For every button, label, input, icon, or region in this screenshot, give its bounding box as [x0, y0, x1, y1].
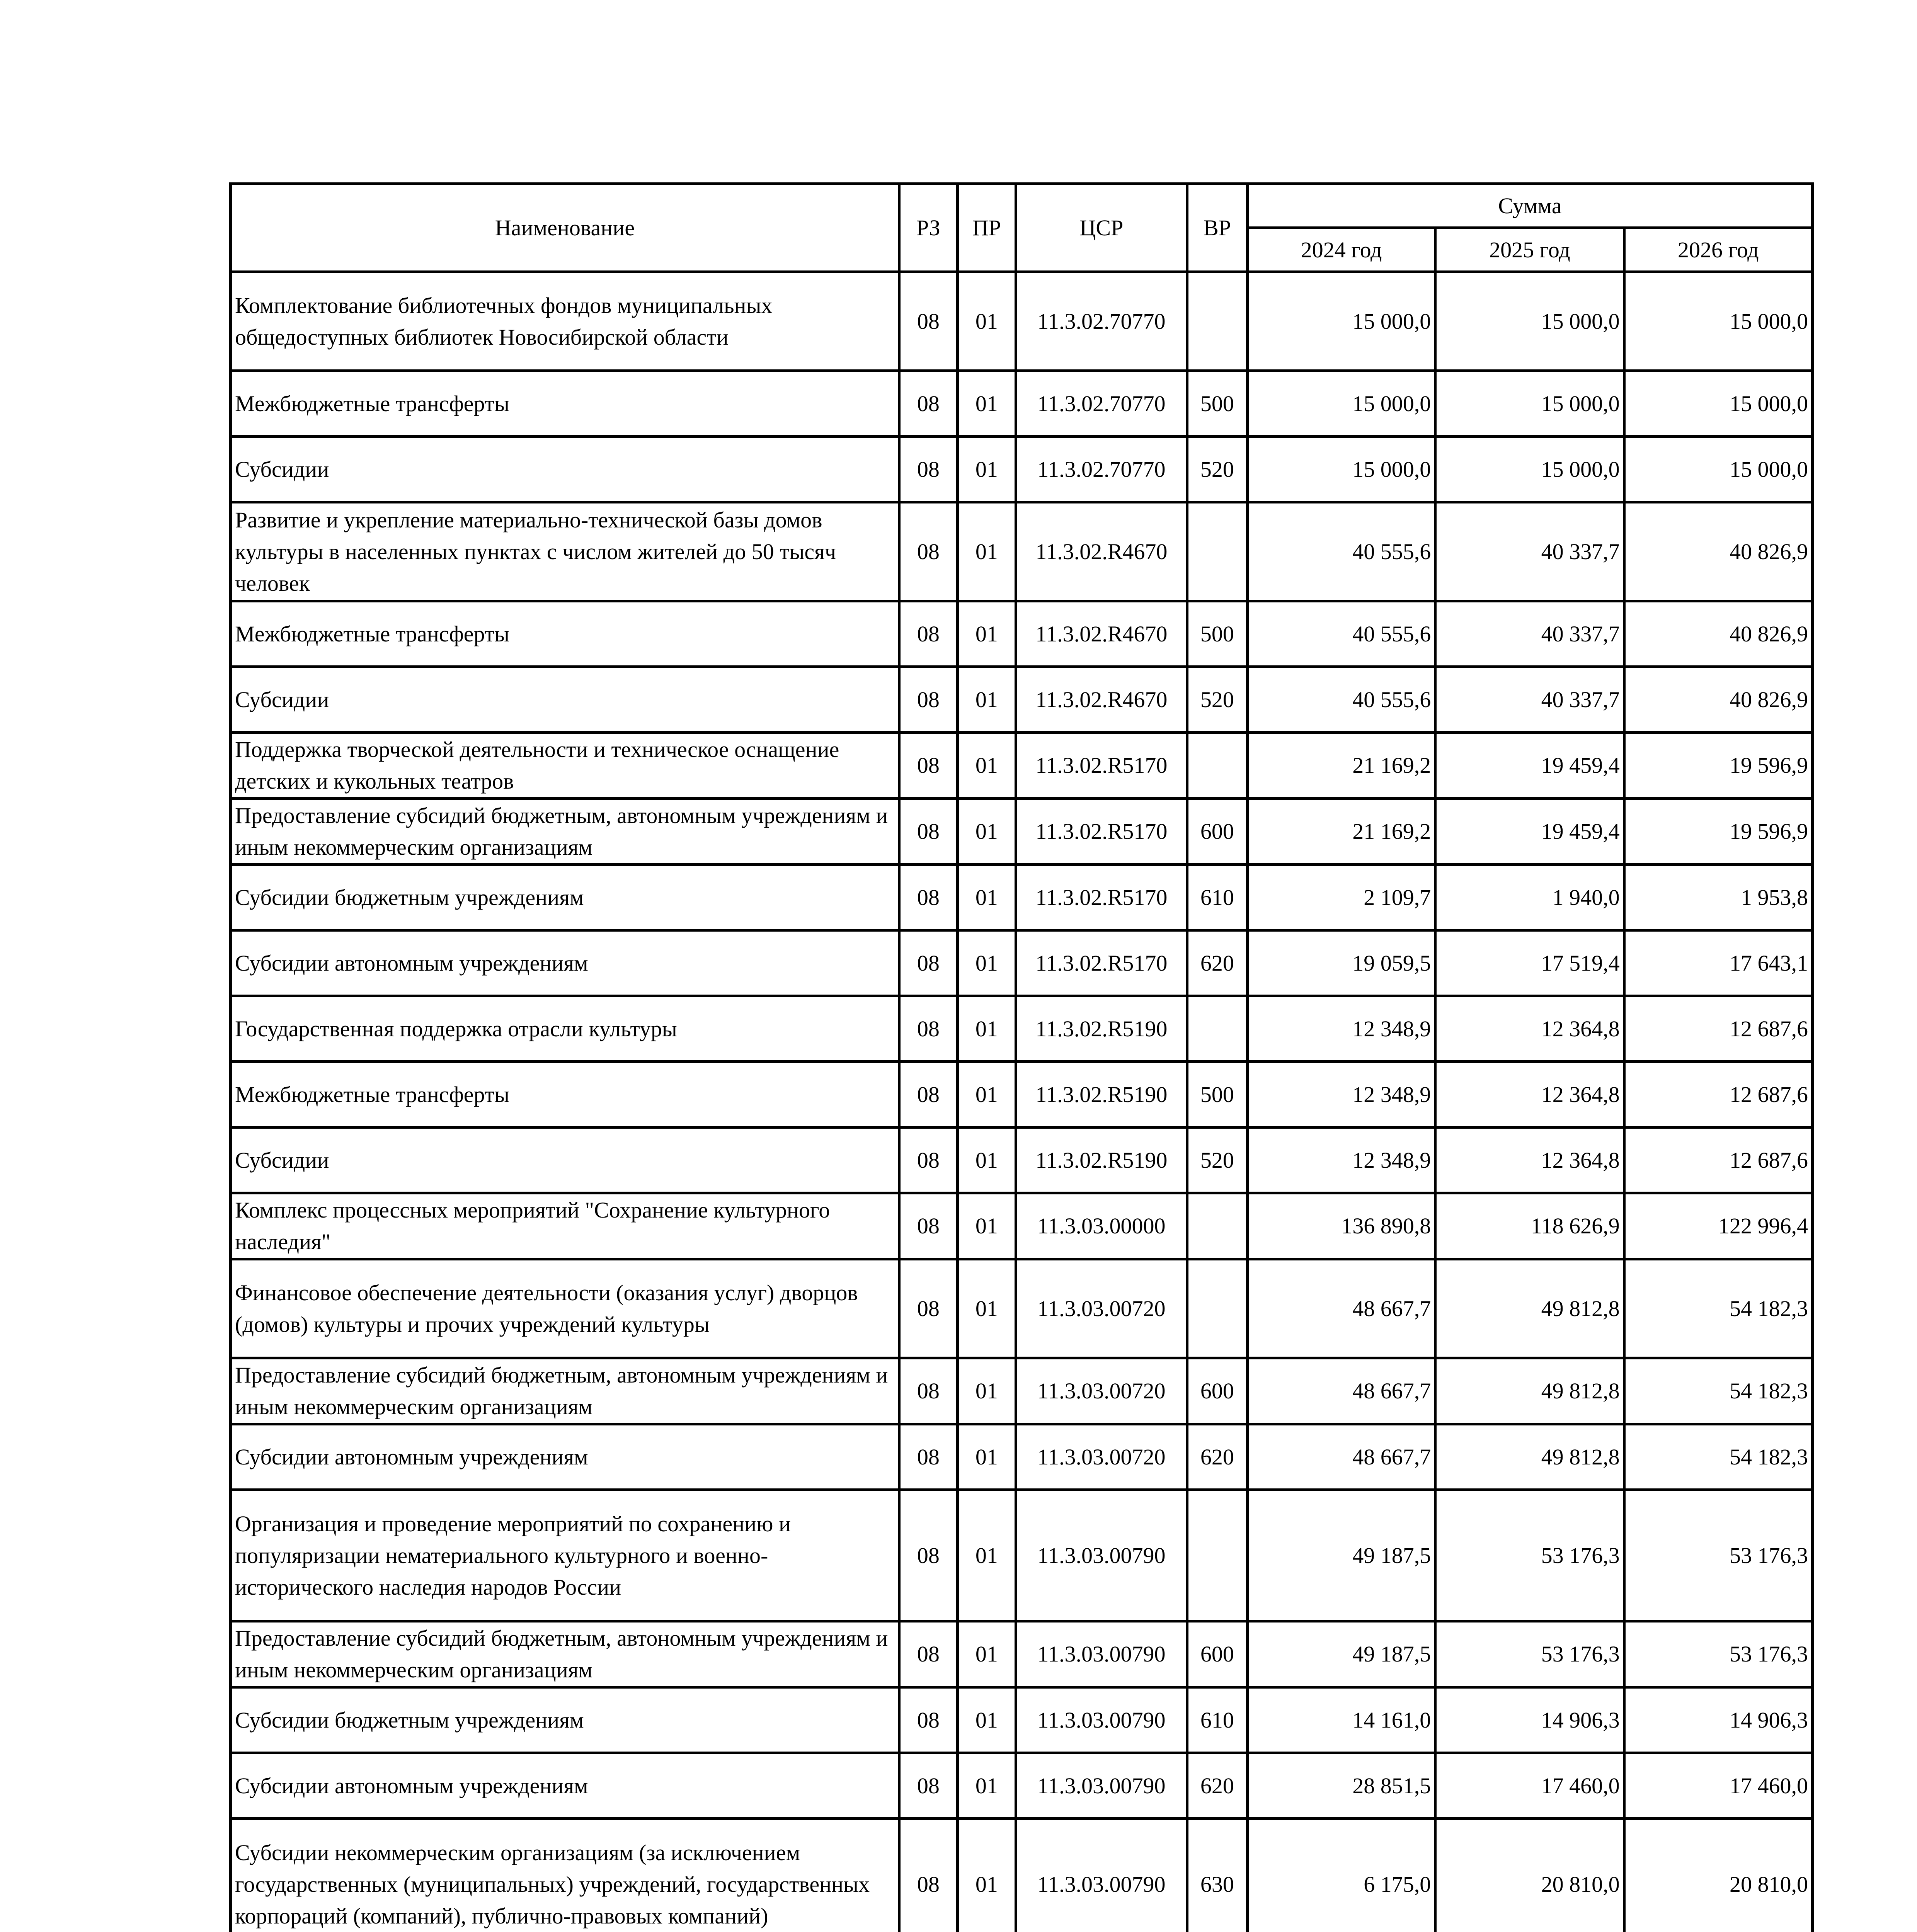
table-cell-pr: 01: [957, 272, 1016, 371]
table-cell-2025: 53 176,3: [1435, 1621, 1624, 1687]
table-row: [231, 601, 1813, 667]
table-cell-2026: 122 996,4: [1624, 1193, 1812, 1259]
table-cell-name: Поддержка творческой деятельности и техническое оснащение детских и кукольных театров: [231, 733, 899, 799]
table-row: [231, 1128, 1813, 1193]
table-cell-2026: 40 826,9: [1624, 667, 1812, 733]
table-cell-vr: 600: [1187, 1358, 1247, 1424]
table-row: [231, 865, 1813, 930]
table-cell-2025: 49 812,8: [1435, 1424, 1624, 1490]
table-cell-rz: 08: [899, 1128, 957, 1193]
table-cell-pr: 01: [957, 601, 1016, 667]
table-cell-2026: 1 953,8: [1624, 865, 1812, 930]
table-cell-pr: 01: [957, 1424, 1016, 1490]
header-rz: РЗ: [899, 184, 957, 272]
header-sum: Сумма: [1247, 184, 1812, 228]
table-cell-2024: 28 851,5: [1247, 1753, 1435, 1819]
table-cell-rz: 08: [899, 1621, 957, 1687]
table-cell-2026: 40 826,9: [1624, 502, 1812, 601]
table-cell-2024: 14 161,0: [1247, 1687, 1435, 1753]
table-cell-csr: 11.3.02.R5170: [1016, 865, 1187, 930]
table-row: [231, 1062, 1813, 1128]
table-cell-pr: 01: [957, 799, 1016, 865]
table-cell-rz: 08: [899, 1490, 957, 1621]
table-cell-pr: 01: [957, 1193, 1016, 1259]
table-cell-rz: 08: [899, 371, 957, 437]
table-cell-csr: 11.3.02.70770: [1016, 272, 1187, 371]
table-cell-rz: 08: [899, 1753, 957, 1819]
table-row: [231, 1753, 1813, 1819]
table-cell-name: Предоставление субсидий бюджетным, автономным учреждениям и иным некоммерческим организациям: [231, 799, 899, 865]
table-cell-pr: 01: [957, 1128, 1016, 1193]
table-cell-vr: 520: [1187, 1128, 1247, 1193]
table-cell-2025: 17 460,0: [1435, 1753, 1624, 1819]
table-cell-2024: 2 109,7: [1247, 865, 1435, 930]
table-row: [231, 1490, 1813, 1621]
table-cell-vr: 610: [1187, 865, 1247, 930]
table-cell-2024: 15 000,0: [1247, 371, 1435, 437]
table-cell-vr: [1187, 272, 1247, 371]
table-cell-2025: 53 176,3: [1435, 1490, 1624, 1621]
table-row: [231, 930, 1813, 996]
table-cell-2024: 12 348,9: [1247, 996, 1435, 1062]
table-cell-2026: 17 460,0: [1624, 1753, 1812, 1819]
table-cell-name: Межбюджетные трансферты: [231, 371, 899, 437]
table-cell-2024: 49 187,5: [1247, 1621, 1435, 1687]
table-cell-rz: 08: [899, 865, 957, 930]
table-cell-csr: 11.3.02.R5170: [1016, 733, 1187, 799]
table-cell-2024: 48 667,7: [1247, 1259, 1435, 1358]
table-cell-2025: 118 626,9: [1435, 1193, 1624, 1259]
header-year-2024: 2024 год: [1247, 228, 1435, 272]
table-cell-rz: 08: [899, 996, 957, 1062]
table-cell-rz: 08: [899, 502, 957, 601]
table-cell-csr: 11.3.03.00720: [1016, 1424, 1187, 1490]
table-cell-pr: 01: [957, 1819, 1016, 1932]
table-cell-pr: 01: [957, 667, 1016, 733]
table-cell-name: Субсидии автономным учреждениям: [231, 1424, 899, 1490]
table-cell-pr: 01: [957, 502, 1016, 601]
table-cell-vr: 520: [1187, 667, 1247, 733]
table-cell-pr: 01: [957, 1259, 1016, 1358]
table-cell-csr: 11.3.03.00720: [1016, 1259, 1187, 1358]
table-cell-pr: 01: [957, 1687, 1016, 1753]
table-cell-2026: 12 687,6: [1624, 1062, 1812, 1128]
budget-table: [229, 182, 1814, 1932]
table-cell-csr: 11.3.02.R4670: [1016, 502, 1187, 601]
table-cell-2024: 15 000,0: [1247, 272, 1435, 371]
table-cell-2024: 6 175,0: [1247, 1819, 1435, 1932]
table-cell-csr: 11.3.03.00790: [1016, 1687, 1187, 1753]
table-cell-2024: 40 555,6: [1247, 601, 1435, 667]
table-cell-2024: 136 890,8: [1247, 1193, 1435, 1259]
header-pr: ПР: [957, 184, 1016, 272]
table-row: [231, 1819, 1813, 1932]
table-cell-rz: 08: [899, 1819, 957, 1932]
table-cell-2024: 49 187,5: [1247, 1490, 1435, 1621]
table-cell-2026: 15 000,0: [1624, 437, 1812, 502]
table-cell-vr: [1187, 996, 1247, 1062]
table-cell-2026: 54 182,3: [1624, 1358, 1812, 1424]
header-name: Наименование: [231, 184, 899, 272]
table-cell-csr: 11.3.02.R5170: [1016, 799, 1187, 865]
table-cell-csr: 11.3.03.00720: [1016, 1358, 1187, 1424]
table-cell-2024: 40 555,6: [1247, 502, 1435, 601]
table-cell-rz: 08: [899, 601, 957, 667]
table-cell-vr: 520: [1187, 437, 1247, 502]
table-cell-name: Межбюджетные трансферты: [231, 1062, 899, 1128]
table-cell-csr: 11.3.02.R5190: [1016, 1128, 1187, 1193]
table-cell-2024: 19 059,5: [1247, 930, 1435, 996]
table-cell-2025: 49 812,8: [1435, 1358, 1624, 1424]
table-row: [231, 733, 1813, 799]
table-cell-rz: 08: [899, 272, 957, 371]
table-cell-2024: 21 169,2: [1247, 733, 1435, 799]
table-cell-2025: 40 337,7: [1435, 601, 1624, 667]
table-cell-name: Финансовое обеспечение деятельности (оказания услуг) дворцов (домов) культуры и прочих учреждений культуры: [231, 1259, 899, 1358]
table-row: [231, 502, 1813, 601]
header-vr: ВР: [1187, 184, 1247, 272]
table-cell-2026: 53 176,3: [1624, 1490, 1812, 1621]
table-cell-vr: 620: [1187, 930, 1247, 996]
table-row: [231, 1687, 1813, 1753]
table-cell-vr: [1187, 1490, 1247, 1621]
table-cell-name: Государственная поддержка отрасли культуры: [231, 996, 899, 1062]
table-row: [231, 799, 1813, 865]
table-cell-2025: 40 337,7: [1435, 667, 1624, 733]
table-cell-name: Развитие и укрепление материально-технической базы домов культуры в населенных пунктах с числом жителей до 50 тысяч человек: [231, 502, 899, 601]
table-cell-name: Комплектование библиотечных фондов муниципальных общедоступных библиотек Новосибирской области: [231, 272, 899, 371]
table-cell-pr: 01: [957, 865, 1016, 930]
table-cell-rz: 08: [899, 1358, 957, 1424]
table-cell-csr: 11.3.03.00790: [1016, 1490, 1187, 1621]
table-cell-vr: 600: [1187, 1621, 1247, 1687]
table-cell-vr: 500: [1187, 1062, 1247, 1128]
table-cell-csr: 11.3.03.00000: [1016, 1193, 1187, 1259]
table-cell-2024: 48 667,7: [1247, 1358, 1435, 1424]
table-cell-vr: [1187, 502, 1247, 601]
header-csr: ЦСР: [1016, 184, 1187, 272]
table-cell-2025: 14 906,3: [1435, 1687, 1624, 1753]
table-cell-2025: 17 519,4: [1435, 930, 1624, 996]
table-cell-2026: 54 182,3: [1624, 1259, 1812, 1358]
table-cell-vr: 500: [1187, 371, 1247, 437]
header-year-2026: 2026 год: [1624, 228, 1812, 272]
table-cell-2026: 17 643,1: [1624, 930, 1812, 996]
table-cell-2025: 12 364,8: [1435, 1128, 1624, 1193]
header-year-2025: 2025 год: [1435, 228, 1624, 272]
table-cell-2026: 40 826,9: [1624, 601, 1812, 667]
table-cell-2026: 12 687,6: [1624, 1128, 1812, 1193]
table-cell-rz: 08: [899, 799, 957, 865]
table-cell-pr: 01: [957, 1062, 1016, 1128]
table-cell-pr: 01: [957, 1358, 1016, 1424]
table-cell-name: Субсидии автономным учреждениям: [231, 930, 899, 996]
table-cell-pr: 01: [957, 1753, 1016, 1819]
table-cell-pr: 01: [957, 733, 1016, 799]
table-cell-name: Субсидии некоммерческим организациям (за исключением государственных (муниципальных) учреждений, государственных корпораций (компаний), публично-правовых компаний): [231, 1819, 899, 1932]
table-row: [231, 667, 1813, 733]
table-cell-name: Субсидии: [231, 1128, 899, 1193]
table-cell-vr: [1187, 733, 1247, 799]
table-cell-name: Субсидии бюджетным учреждениям: [231, 1687, 899, 1753]
table-cell-2024: 21 169,2: [1247, 799, 1435, 865]
table-cell-rz: 08: [899, 733, 957, 799]
table-cell-2024: 15 000,0: [1247, 437, 1435, 502]
table-cell-2026: 12 687,6: [1624, 996, 1812, 1062]
table-row: [231, 1621, 1813, 1687]
table-cell-2026: 54 182,3: [1624, 1424, 1812, 1490]
table-cell-vr: 630: [1187, 1819, 1247, 1932]
table-cell-name: Предоставление субсидий бюджетным, автономным учреждениям и иным некоммерческим организациям: [231, 1621, 899, 1687]
table-cell-name: Межбюджетные трансферты: [231, 601, 899, 667]
table-cell-2025: 12 364,8: [1435, 996, 1624, 1062]
table-cell-2025: 49 812,8: [1435, 1259, 1624, 1358]
table-cell-2025: 15 000,0: [1435, 371, 1624, 437]
table-row: [231, 1259, 1813, 1358]
table-cell-2026: 19 596,9: [1624, 733, 1812, 799]
table-cell-2024: 12 348,9: [1247, 1062, 1435, 1128]
table-cell-2025: 20 810,0: [1435, 1819, 1624, 1932]
table-cell-vr: 620: [1187, 1424, 1247, 1490]
table-body: [231, 272, 1813, 1932]
table-cell-csr: 11.3.02.R5190: [1016, 1062, 1187, 1128]
table-cell-vr: 620: [1187, 1753, 1247, 1819]
table-row: [231, 1424, 1813, 1490]
table-cell-csr: 11.3.02.70770: [1016, 371, 1187, 437]
table-row: [231, 1193, 1813, 1259]
table-cell-csr: 11.3.03.00790: [1016, 1819, 1187, 1932]
table-cell-vr: [1187, 1259, 1247, 1358]
table-cell-2025: 19 459,4: [1435, 733, 1624, 799]
table-cell-csr: 11.3.02.R5190: [1016, 996, 1187, 1062]
table-cell-2025: 1 940,0: [1435, 865, 1624, 930]
table-cell-csr: 11.3.02.R4670: [1016, 667, 1187, 733]
table-cell-2025: 12 364,8: [1435, 1062, 1624, 1128]
table-cell-2026: 15 000,0: [1624, 371, 1812, 437]
table-row: [231, 996, 1813, 1062]
table-cell-vr: 600: [1187, 799, 1247, 865]
table-cell-pr: 01: [957, 930, 1016, 996]
table-cell-2026: 20 810,0: [1624, 1819, 1812, 1932]
table-cell-pr: 01: [957, 1490, 1016, 1621]
table-cell-rz: 08: [899, 1259, 957, 1358]
table-cell-csr: 11.3.02.70770: [1016, 437, 1187, 502]
table-cell-vr: 610: [1187, 1687, 1247, 1753]
table-row: [231, 437, 1813, 502]
table-cell-csr: 11.3.02.R5170: [1016, 930, 1187, 996]
table-cell-pr: 01: [957, 996, 1016, 1062]
table-cell-rz: 08: [899, 930, 957, 996]
table-cell-2024: 48 667,7: [1247, 1424, 1435, 1490]
table-cell-pr: 01: [957, 1621, 1016, 1687]
table-cell-2026: 14 906,3: [1624, 1687, 1812, 1753]
table-cell-vr: 500: [1187, 601, 1247, 667]
table-cell-pr: 01: [957, 371, 1016, 437]
table-cell-2024: 40 555,6: [1247, 667, 1435, 733]
table-row: [231, 272, 1813, 371]
table-cell-csr: 11.3.03.00790: [1016, 1753, 1187, 1819]
table-cell-2026: 53 176,3: [1624, 1621, 1812, 1687]
table-cell-rz: 08: [899, 1193, 957, 1259]
table-cell-name: Организация и проведение мероприятий по сохранению и популяризации нематериального культурного и военно-исторического наследия народов России: [231, 1490, 899, 1621]
table-cell-pr: 01: [957, 437, 1016, 502]
table-cell-2025: 19 459,4: [1435, 799, 1624, 865]
table-row: [231, 1358, 1813, 1424]
table-row: [231, 371, 1813, 437]
table-cell-name: Комплекс процессных мероприятий "Сохранение культурного наследия": [231, 1193, 899, 1259]
table-cell-vr: [1187, 1193, 1247, 1259]
table-cell-2025: 15 000,0: [1435, 437, 1624, 502]
table-cell-rz: 08: [899, 1062, 957, 1128]
table-cell-rz: 08: [899, 437, 957, 502]
table-cell-name: Субсидии: [231, 437, 899, 502]
table-cell-2026: 19 596,9: [1624, 799, 1812, 865]
table-cell-name: Предоставление субсидий бюджетным, автономным учреждениям и иным некоммерческим организациям: [231, 1358, 899, 1424]
table-cell-rz: 08: [899, 1424, 957, 1490]
table-cell-csr: 11.3.03.00790: [1016, 1621, 1187, 1687]
table-cell-2025: 15 000,0: [1435, 272, 1624, 371]
table-cell-2025: 40 337,7: [1435, 502, 1624, 601]
table-cell-name: Субсидии бюджетным учреждениям: [231, 865, 899, 930]
table-cell-2026: 15 000,0: [1624, 272, 1812, 371]
table-cell-name: Субсидии автономным учреждениям: [231, 1753, 899, 1819]
table-cell-rz: 08: [899, 1687, 957, 1753]
table-cell-name: Субсидии: [231, 667, 899, 733]
table-cell-csr: 11.3.02.R4670: [1016, 601, 1187, 667]
table-cell-2024: 12 348,9: [1247, 1128, 1435, 1193]
table-cell-rz: 08: [899, 667, 957, 733]
